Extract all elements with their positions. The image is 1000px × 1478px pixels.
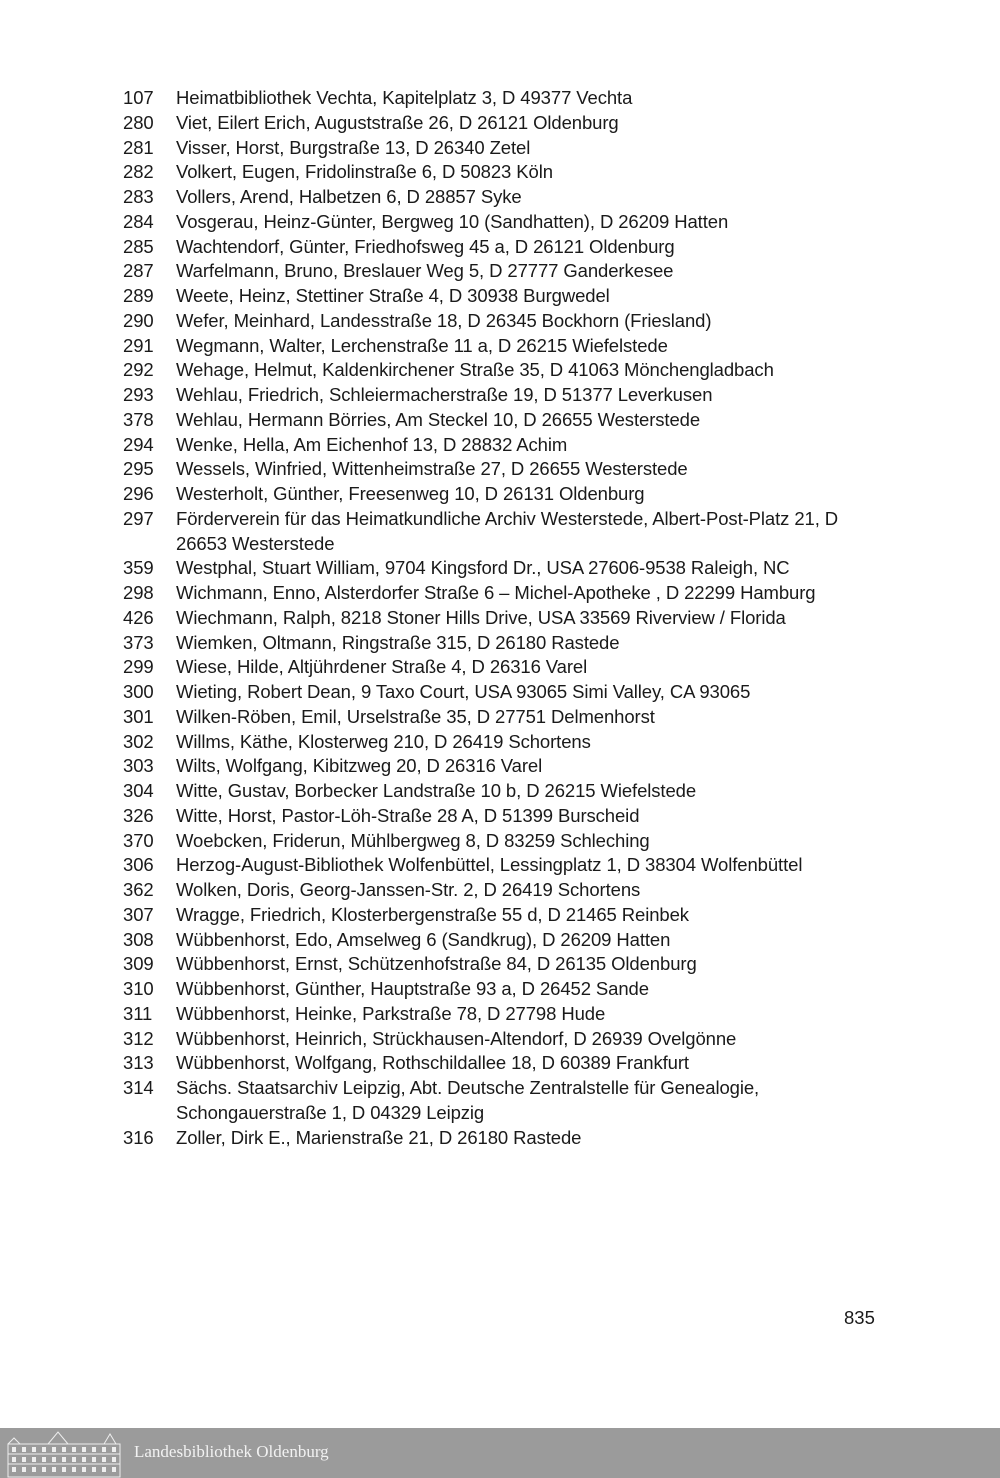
member-address: Witte, Gustav, Borbecker Landstraße 10 b, D 26215 Wiefelstede bbox=[176, 780, 697, 801]
address-entry bbox=[123, 482, 893, 507]
address-entry bbox=[123, 185, 893, 210]
address-entry bbox=[123, 556, 893, 581]
member-address: Wübbenhorst, Heinke, Parkstraße 78, D 27798 Hude bbox=[176, 1002, 606, 1024]
address-entry bbox=[123, 408, 893, 433]
member-number: 296 bbox=[123, 483, 154, 504]
address-entry bbox=[123, 853, 893, 878]
member-number: 300 bbox=[123, 681, 154, 702]
member-address: Westerholt, Günther, Freesenweg 10, D 26131 Oldenburg bbox=[176, 483, 645, 504]
address-entry bbox=[123, 507, 893, 557]
address-entry bbox=[123, 928, 893, 953]
member-address: Visser, Horst, Burgstraße 13, D 26340 Zetel bbox=[176, 136, 531, 158]
member-address: Wolken, Doris, Georg-Janssen-Str. 2, D 26419 Schortens bbox=[176, 879, 641, 900]
member-address: Viet, Eilert Erich, Auguststraße 26, D 26121 Oldenburg bbox=[176, 111, 619, 133]
address-entry bbox=[123, 754, 893, 779]
member-number: 313 bbox=[123, 1052, 154, 1074]
member-address: Wehage, Helmut, Kaldenkirchener Straße 35, D 41063 Mönchengladbach bbox=[176, 359, 774, 381]
member-number: 308 bbox=[123, 928, 154, 950]
member-address: Wieting, Robert Dean, 9 Taxo Court, USA 93065 Simi Valley, CA 93065 bbox=[176, 681, 751, 702]
member-number: 316 bbox=[123, 1126, 154, 1148]
member-number: 309 bbox=[123, 953, 154, 975]
member-number: 107 bbox=[123, 87, 154, 108]
member-address: Heimatbibliothek Vechta, Kapitelplatz 3, D 49377 Vechta bbox=[176, 87, 633, 108]
address-entry bbox=[123, 680, 893, 705]
page-number: 835 bbox=[844, 1307, 875, 1328]
address-entry bbox=[123, 136, 893, 161]
address-entry bbox=[123, 210, 893, 235]
member-address: Witte, Horst, Pastor-Löh-Straße 28 A, D 51399 Burscheid bbox=[176, 804, 640, 826]
member-number: 426 bbox=[123, 606, 154, 628]
member-number: 295 bbox=[123, 458, 154, 480]
member-address: Wiese, Hilde, Altjührdener Straße 4, D 26316 Varel bbox=[176, 656, 588, 678]
member-address: Förderverein für das Heimatkundliche Archiv Westerstede, Albert-Post-Platz 21, D 26653 Westerstede bbox=[176, 507, 839, 554]
member-number: 373 bbox=[123, 631, 154, 653]
member-number: 310 bbox=[123, 978, 154, 999]
address-entry bbox=[123, 631, 893, 656]
member-number: 307 bbox=[123, 903, 154, 925]
member-address: Wehlau, Hermann Börries, Am Steckel 10, D 26655 Westerstede bbox=[176, 408, 701, 430]
member-number: 292 bbox=[123, 359, 154, 381]
member-number: 293 bbox=[123, 384, 154, 405]
member-number: 282 bbox=[123, 161, 154, 183]
member-address: Willms, Käthe, Klosterweg 210, D 26419 Schortens bbox=[176, 730, 591, 752]
member-number: 280 bbox=[123, 111, 154, 133]
member-address: Sächs. Staatsarchiv Leipzig, Abt. Deutsche Zentralstelle für Genealogie, Schongauerstraße 1, D 04329 Leipzig bbox=[176, 1077, 760, 1123]
address-entry bbox=[123, 160, 893, 185]
member-number: 294 bbox=[123, 433, 154, 455]
member-address: Wübbenhorst, Ernst, Schützenhofstraße 84, D 26135 Oldenburg bbox=[176, 953, 697, 975]
member-address: Wegmann, Walter, Lerchenstraße 11 a, D 26215 Wiefelstede bbox=[176, 334, 668, 356]
member-number: 287 bbox=[123, 260, 154, 282]
member-address: Wessels, Winfried, Wittenheimstraße 27, D 26655 Westerstede bbox=[176, 458, 688, 480]
address-entry bbox=[123, 977, 893, 1002]
address-entry bbox=[123, 1126, 893, 1151]
member-number: 314 bbox=[123, 1077, 154, 1098]
member-address: Vollers, Arend, Halbetzen 6, D 28857 Syke bbox=[176, 186, 522, 207]
member-number: 290 bbox=[123, 309, 154, 331]
address-entry bbox=[123, 779, 893, 804]
member-address: Herzog-August-Bibliothek Wolfenbüttel, Lessingplatz 1, D 38304 Wolfenbüttel bbox=[176, 854, 803, 876]
member-number: 283 bbox=[123, 186, 154, 207]
address-entry bbox=[123, 878, 893, 903]
member-number: 289 bbox=[123, 285, 154, 306]
address-list bbox=[123, 86, 893, 1150]
member-address: Wübbenhorst, Wolfgang, Rothschildallee 18, D 60389 Frankfurt bbox=[176, 1052, 689, 1074]
member-address: Wübbenhorst, Heinrich, Strückhausen-Altendorf, D 26939 Ovelgönne bbox=[176, 1027, 737, 1049]
library-building-logo bbox=[6, 1430, 124, 1478]
member-number: 303 bbox=[123, 755, 154, 777]
address-entry bbox=[123, 309, 893, 334]
address-entry bbox=[123, 1076, 893, 1126]
address-entry bbox=[123, 86, 893, 111]
member-address: Zoller, Dirk E., Marienstraße 21, D 26180 Rastede bbox=[176, 1126, 582, 1148]
member-address: Vosgerau, Heinz-Günter, Bergweg 10 (Sandhatten), D 26209 Hatten bbox=[176, 210, 729, 232]
member-number: 312 bbox=[123, 1027, 154, 1049]
member-address: Wiemken, Oltmann, Ringstraße 315, D 26180 Rastede bbox=[176, 631, 620, 653]
address-entry bbox=[123, 284, 893, 309]
member-address: Woebcken, Friderun, Mühlbergweg 8, D 83259 Schleching bbox=[176, 829, 650, 851]
member-address: Wichmann, Enno, Alsterdorfer Straße 6 – Michel-Apotheke , D 22299 Hamburg bbox=[176, 582, 816, 603]
address-entry bbox=[123, 1051, 893, 1076]
address-entry bbox=[123, 235, 893, 260]
address-entry bbox=[123, 1002, 893, 1027]
member-number: 285 bbox=[123, 235, 154, 257]
address-entry bbox=[123, 606, 893, 631]
member-number: 304 bbox=[123, 780, 154, 801]
address-entry bbox=[123, 829, 893, 854]
member-number: 302 bbox=[123, 730, 154, 752]
member-number: 306 bbox=[123, 854, 154, 876]
member-number: 378 bbox=[123, 408, 154, 430]
member-address: Wefer, Meinhard, Landesstraße 18, D 26345 Bockhorn (Friesland) bbox=[176, 309, 712, 331]
library-name: Landesbibliothek Oldenburg bbox=[134, 1442, 329, 1461]
address-entry bbox=[123, 655, 893, 680]
address-entry bbox=[123, 433, 893, 458]
address-entry bbox=[123, 730, 893, 755]
member-number: 362 bbox=[123, 879, 154, 900]
member-address: Weete, Heinz, Stettiner Straße 4, D 30938 Burgwedel bbox=[176, 285, 610, 306]
address-entry bbox=[123, 705, 893, 730]
member-number: 284 bbox=[123, 210, 154, 232]
footer-banner bbox=[0, 1428, 1000, 1478]
address-entry bbox=[123, 358, 893, 383]
member-address: Westphal, Stuart William, 9704 Kingsford Dr., USA 27606-9538 Raleigh, NC bbox=[176, 557, 790, 579]
address-entry bbox=[123, 383, 893, 408]
member-address: Wachtendorf, Günter, Friedhofsweg 45 a, D 26121 Oldenburg bbox=[176, 235, 675, 257]
member-address: Wenke, Hella, Am Eichenhof 13, D 28832 Achim bbox=[176, 433, 568, 455]
address-entry bbox=[123, 1027, 893, 1052]
member-number: 311 bbox=[123, 1002, 153, 1024]
member-number: 299 bbox=[123, 656, 154, 678]
address-entry bbox=[123, 259, 893, 284]
member-address: Wilken-Röben, Emil, Urselstraße 35, D 27751 Delmenhorst bbox=[176, 705, 655, 727]
member-number: 298 bbox=[123, 582, 154, 603]
member-number: 281 bbox=[123, 136, 154, 158]
member-address: Wübbenhorst, Edo, Amselweg 6 (Sandkrug), D 26209 Hatten bbox=[176, 928, 671, 950]
member-address: Wiechmann, Ralph, 8218 Stoner Hills Drive, USA 33569 Riverview / Florida bbox=[176, 606, 786, 628]
member-address: Volkert, Eugen, Fridolinstraße 6, D 50823 Köln bbox=[176, 161, 553, 183]
member-address: Wragge, Friedrich, Klosterbergenstraße 55 d, D 21465 Reinbek bbox=[176, 903, 689, 925]
address-entry bbox=[123, 581, 893, 606]
address-entry bbox=[123, 804, 893, 829]
member-number: 359 bbox=[123, 557, 154, 579]
member-number: 291 bbox=[123, 334, 154, 356]
member-number: 301 bbox=[123, 705, 154, 727]
address-entry bbox=[123, 111, 893, 136]
member-address: Wehlau, Friedrich, Schleiermacherstraße 19, D 51377 Leverkusen bbox=[176, 384, 713, 405]
address-entry bbox=[123, 952, 893, 977]
member-address: Wübbenhorst, Günther, Hauptstraße 93 a, D 26452 Sande bbox=[176, 978, 649, 999]
member-number: 370 bbox=[123, 829, 154, 851]
address-entry bbox=[123, 903, 893, 928]
member-address: Warfelmann, Bruno, Breslauer Weg 5, D 27777 Ganderkesee bbox=[176, 260, 674, 282]
member-address: Wilts, Wolfgang, Kibitzweg 20, D 26316 Varel bbox=[176, 755, 543, 777]
member-number: 326 bbox=[123, 804, 154, 826]
member-number: 297 bbox=[123, 507, 154, 529]
address-entry bbox=[123, 334, 893, 359]
address-entry bbox=[123, 457, 893, 482]
